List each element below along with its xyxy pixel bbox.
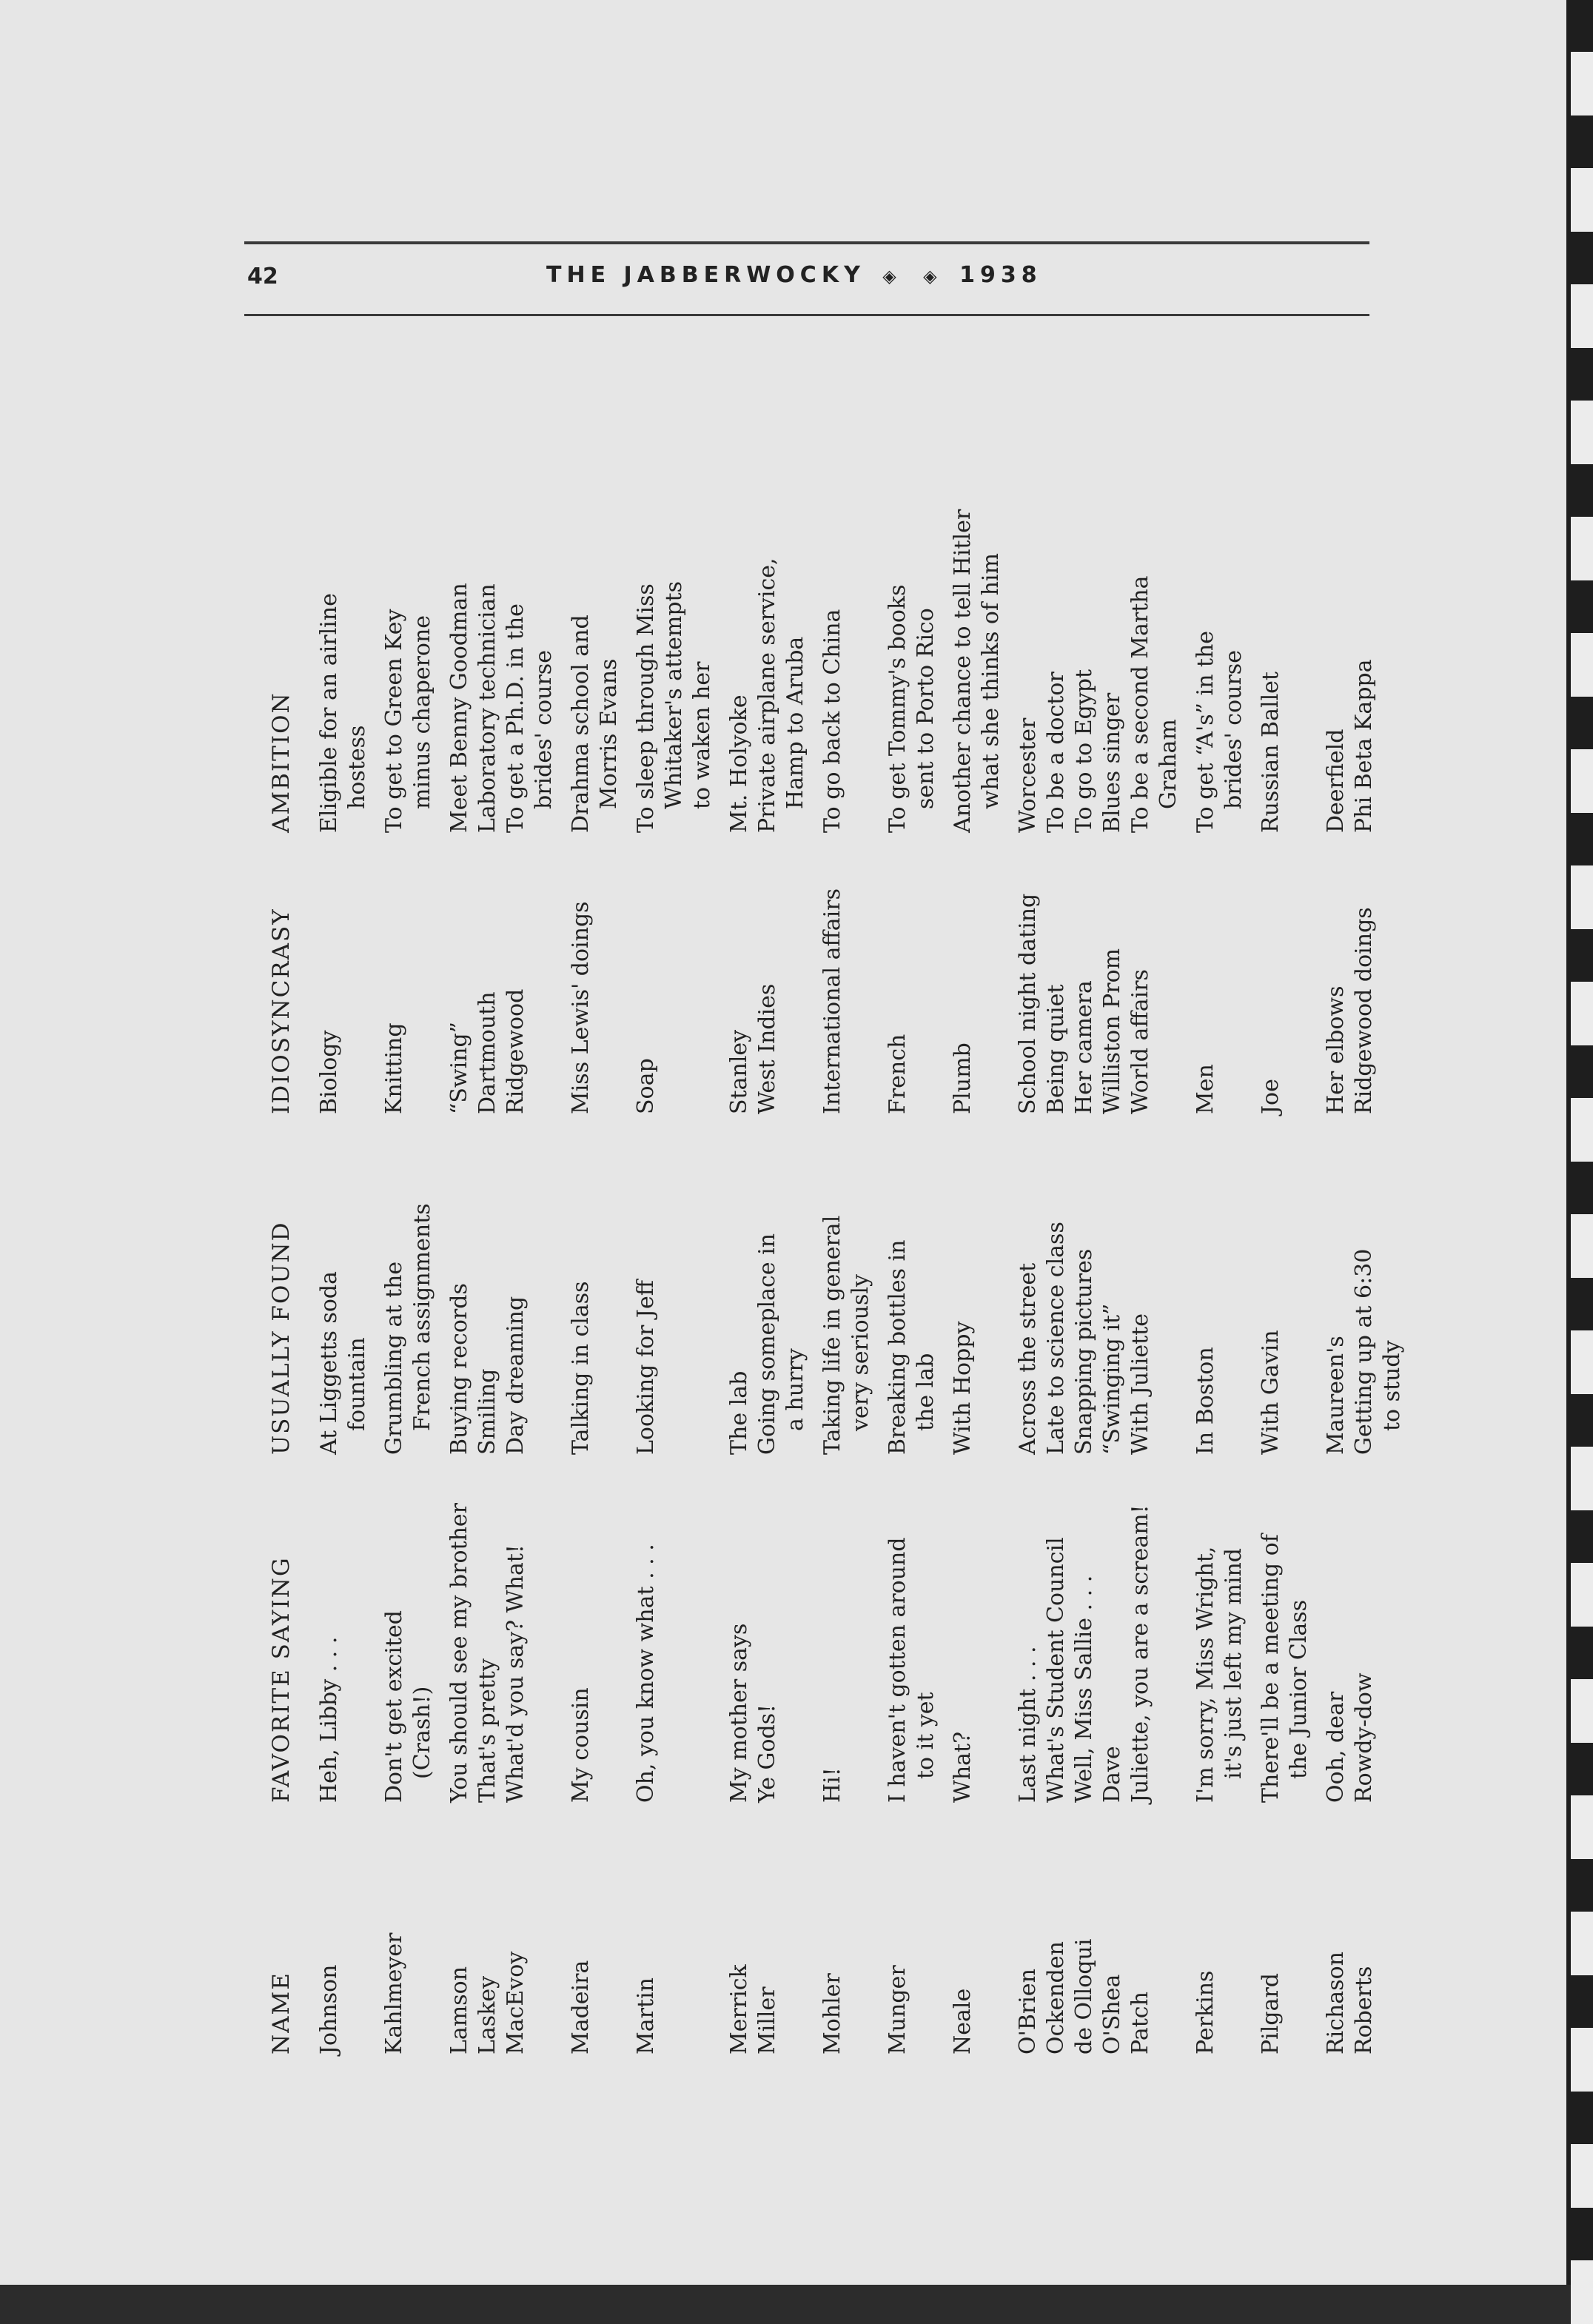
cell-saying — [754, 1455, 810, 1803]
binding-ring — [1571, 865, 1593, 929]
cell-name: Patch — [1127, 1992, 1153, 2055]
running-title — [546, 262, 1042, 288]
cell-line: Knitting — [381, 1022, 407, 1114]
table-body — [315, 418, 1406, 2055]
binding-ring — [1571, 168, 1593, 232]
cell-line: Plumb — [950, 1042, 976, 1114]
table-row — [315, 418, 372, 2055]
cell-line: My mother says — [726, 1623, 752, 1803]
table-row — [1005, 418, 1042, 2055]
table-row — [875, 418, 940, 2055]
cell-line: Her elbows — [1323, 985, 1349, 1114]
cell-line: To get a Ph.D. in the — [503, 603, 529, 833]
cell-idio — [1248, 833, 1313, 1114]
cell-line: Men — [1193, 1064, 1218, 1114]
cell-line: Breaking bottles in — [885, 1239, 910, 1455]
cell-name: Lamson — [446, 1966, 472, 2055]
cell-ambition — [940, 418, 1005, 833]
cell-line: Stanley — [726, 1029, 752, 1114]
page-number: 42 — [247, 264, 278, 289]
cell-name: O'Shea — [1099, 1974, 1125, 2055]
cell-line: Ye Gods! — [754, 1704, 780, 1803]
binding-ring — [1571, 1447, 1593, 1510]
cell-line: Looking for Jeff — [633, 1279, 659, 1455]
cell-line: To get “A's” in the — [1193, 630, 1218, 833]
cell-line: Talking in class — [568, 1281, 594, 1455]
cell-idio — [502, 833, 558, 1114]
cell-line: Another chance to tell Hitler — [950, 509, 976, 833]
cell-saying — [1350, 1455, 1406, 1803]
cell-found — [1127, 1114, 1183, 1455]
cell-idio — [940, 833, 1005, 1114]
cell-line: Ooh, dear — [1323, 1691, 1349, 1803]
cell-idio — [1127, 833, 1183, 1114]
cell-line: Ridgewood — [503, 988, 529, 1114]
cell-saying — [1127, 1455, 1183, 1803]
table-header-row — [268, 418, 315, 2055]
table-row — [1042, 418, 1070, 2055]
data-table — [268, 418, 1406, 2055]
cell-saying — [810, 1455, 875, 1803]
binding-ring — [1571, 982, 1593, 1045]
cell-ambition — [1127, 418, 1183, 833]
cell-name: Kahlmeyer — [381, 1932, 407, 2055]
binding-ring — [1571, 1330, 1593, 1394]
cell-idio — [1313, 833, 1350, 1114]
cell-line: Williston Prom — [1099, 948, 1125, 1114]
binding-ring — [1571, 749, 1593, 813]
cell-line: Juliette, you are a scream! — [1127, 1504, 1153, 1803]
cell-line: To be a second Martha — [1127, 575, 1153, 833]
table-row — [1183, 418, 1248, 2055]
cell-idio — [810, 833, 875, 1114]
cell-line: brides' course — [1221, 650, 1247, 809]
cell-line: Taking life in general — [819, 1215, 845, 1455]
cell-line: Across the street — [1015, 1262, 1041, 1455]
cell-found — [1350, 1114, 1406, 1455]
cell-line: it's just left my mind — [1221, 1548, 1247, 1779]
cell-found — [810, 1114, 875, 1455]
cell-line: Maureen's — [1323, 1336, 1349, 1455]
cell-ambition — [372, 418, 437, 833]
cell-line: Going someplace in — [754, 1233, 780, 1455]
cell-line: French assignments — [409, 1203, 435, 1431]
table-row — [1248, 418, 1313, 2055]
cell-name: Mohler — [819, 1973, 845, 2055]
table-row — [502, 418, 558, 2055]
cell-idio — [623, 833, 717, 1114]
table-row — [754, 418, 810, 2055]
cell-line: French — [885, 1034, 910, 1114]
cell-line: Miss Lewis' doings — [568, 901, 594, 1114]
cell-name: Richason — [1323, 1952, 1349, 2055]
cell-ambition — [437, 418, 474, 833]
cell-found — [502, 1114, 558, 1455]
cell-line: Snapping pictures — [1071, 1248, 1097, 1455]
cell-name: Ockenden — [1043, 1941, 1069, 2055]
cell-ambition — [1350, 418, 1406, 833]
cell-name: Munger — [885, 1965, 910, 2055]
binding-ring — [1571, 1214, 1593, 1278]
cell-line: Getting up at 6:30 — [1351, 1248, 1377, 1455]
cell-line: Joe — [1258, 1079, 1284, 1114]
cell-line: Hamp to Aruba — [782, 636, 808, 809]
cell-saying — [1248, 1455, 1313, 1803]
cell-name: O'Brien — [1015, 1969, 1041, 2055]
cell-idio — [474, 833, 502, 1114]
cell-name: Laskey — [474, 1975, 500, 2055]
cell-line: In Boston — [1193, 1347, 1218, 1455]
cell-line: With Juliette — [1127, 1313, 1153, 1455]
cell-line: fountain — [344, 1337, 370, 1431]
cell-line: There'll be a meeting of — [1258, 1534, 1284, 1803]
diamond-ornament-icon: ◈ — [882, 266, 902, 287]
cell-found — [1070, 1114, 1099, 1455]
cell-line: a hurry — [782, 1348, 808, 1431]
cell-line: Day dreaming — [503, 1296, 529, 1455]
table-row — [558, 418, 623, 2055]
cell-found — [875, 1114, 940, 1455]
column-header-usually-found: USUALLY FOUND — [268, 1221, 295, 1455]
cell-line: With Hoppy — [950, 1321, 976, 1455]
cell-saying — [1313, 1455, 1350, 1803]
cell-line: With Gavin — [1258, 1330, 1284, 1455]
cell-name: de Olloqui — [1071, 1938, 1097, 2055]
cell-line: brides' course — [531, 650, 557, 809]
cell-line: Laboratory technician — [474, 583, 500, 833]
binding-ring — [1571, 1912, 1593, 1975]
cell-idio — [717, 833, 754, 1114]
cell-saying — [1183, 1455, 1248, 1803]
header-top-rule — [244, 241, 1369, 244]
cell-saying — [875, 1455, 940, 1803]
cell-name: Johnson — [316, 1964, 342, 2055]
cell-line: Eligible for an airline — [316, 593, 342, 833]
cell-line: Well, Miss Sallie . . . — [1071, 1575, 1097, 1803]
senior-class-table — [268, 381, 1405, 2055]
cell-line: Blues singer — [1099, 692, 1125, 833]
column-header-idiosyncrasy: IDIOSYNCRASY — [268, 908, 295, 1114]
cell-saying — [1099, 1455, 1127, 1803]
header-bottom-rule — [244, 314, 1369, 316]
cell-line: I haven't gotten around — [885, 1537, 910, 1803]
cell-line: Dave — [1099, 1746, 1125, 1803]
binding-ring — [1571, 2028, 1593, 2092]
cell-ambition — [717, 418, 754, 833]
binding-ring — [1571, 2260, 1593, 2324]
cell-line: the lab — [913, 1353, 939, 1431]
cell-idio — [1183, 833, 1248, 1114]
binding-ring — [1571, 517, 1593, 580]
cell-line: What'd you say? What! — [503, 1544, 529, 1803]
cell-name: Perkins — [1193, 1970, 1218, 2055]
cell-line: Soap — [633, 1058, 659, 1114]
cell-line: Grumbling at the — [381, 1261, 407, 1455]
cell-saying — [623, 1455, 717, 1803]
cell-saying — [717, 1455, 754, 1803]
cell-line: Oh, you know what . . . — [633, 1544, 659, 1803]
cell-found — [437, 1114, 474, 1455]
cell-line: West Indies — [754, 983, 780, 1114]
cell-found — [474, 1114, 502, 1455]
cell-line: I'm sorry, Miss Wright, — [1193, 1546, 1218, 1803]
cell-ambition — [810, 418, 875, 833]
cell-line: Late to science class — [1043, 1222, 1069, 1455]
cell-found — [1313, 1114, 1350, 1455]
cell-line: You should see my brother — [446, 1503, 472, 1803]
publication-title: THE JABBERWOCKY — [546, 262, 865, 288]
cell-name: Pilgard — [1258, 1972, 1284, 2055]
cell-saying — [372, 1455, 437, 1803]
cell-line: To go to Egypt — [1071, 669, 1097, 833]
cell-line: School night dating — [1015, 893, 1041, 1114]
cell-found — [1248, 1114, 1313, 1455]
cell-name: Neale — [950, 1988, 976, 2055]
cell-line: What's Student Council — [1043, 1537, 1069, 1803]
cell-idio — [875, 833, 940, 1114]
cell-saying — [502, 1455, 558, 1803]
cell-found — [940, 1114, 1005, 1455]
cell-found — [717, 1114, 754, 1455]
cell-saying — [1070, 1455, 1099, 1803]
cell-line: Hi! — [819, 1767, 845, 1803]
cell-ambition — [502, 418, 558, 833]
diamond-ornament-icon: ◈ — [923, 266, 942, 287]
cell-ambition — [1099, 418, 1127, 833]
cell-ambition — [623, 418, 717, 833]
binding-ring — [1571, 401, 1593, 464]
column-header-name: NAME — [268, 1972, 295, 2055]
cell-saying — [474, 1455, 502, 1803]
column-header-ambition: AMBITION — [268, 691, 295, 833]
cell-line: To sleep through Miss — [633, 583, 659, 833]
table-row — [940, 418, 1005, 2055]
cell-line: That's pretty — [474, 1658, 500, 1803]
cell-ambition — [474, 418, 502, 833]
cell-name: Madeira — [568, 1960, 594, 2055]
cell-line: Whitaker's attempts — [661, 581, 687, 809]
cell-line: To get to Green Key — [381, 609, 407, 833]
table-row — [717, 418, 754, 2055]
cell-line: To get Tommy's books — [885, 584, 910, 833]
cell-ambition — [754, 418, 810, 833]
cell-line: minus chaperone — [409, 615, 435, 809]
cell-line: Deerfield — [1323, 729, 1349, 833]
cell-name: Martin — [633, 1978, 659, 2055]
cell-name: Roberts — [1351, 1966, 1377, 2055]
binding-ring — [1571, 1795, 1593, 1859]
cell-line: Smiling — [474, 1368, 500, 1455]
cell-line: to waken her — [689, 661, 715, 809]
cell-line: Worcester — [1015, 717, 1041, 833]
column-header-favorite-saying: FAVORITE SAYING — [268, 1556, 295, 1803]
cell-saying — [558, 1455, 623, 1803]
cell-line: Dartmouth — [474, 991, 500, 1114]
cell-line: Graham — [1156, 719, 1181, 809]
cell-line: what she thinks of him — [978, 553, 1004, 809]
cell-ambition — [1042, 418, 1070, 833]
cell-line: Drahma school and — [568, 615, 594, 833]
cell-ambition — [875, 418, 940, 833]
table-row — [474, 418, 502, 2055]
cell-line: Morris Evans — [596, 658, 622, 809]
cell-line: Russian Ballet — [1258, 672, 1284, 833]
cell-line: Heh, Libby . . . — [316, 1636, 342, 1803]
cell-saying — [315, 1455, 372, 1803]
table-row — [437, 418, 474, 2055]
cell-ambition — [1070, 418, 1099, 833]
table-row — [1099, 418, 1127, 2055]
cell-line: To go back to China — [819, 609, 845, 833]
table-row — [1070, 418, 1099, 2055]
binding-ring — [1571, 633, 1593, 697]
cell-saying — [437, 1455, 474, 1803]
cell-idio — [1350, 833, 1406, 1114]
cell-line: Private airplane service, — [754, 557, 780, 833]
cell-ambition — [1248, 418, 1313, 833]
cell-ambition — [558, 418, 623, 833]
cell-line: “Swing” — [446, 1021, 472, 1114]
table-row — [372, 418, 437, 2055]
cell-ambition — [1313, 418, 1350, 833]
cell-line: to it yet — [913, 1692, 939, 1779]
cell-line: At Liggetts soda — [316, 1271, 342, 1455]
cell-ambition — [1005, 418, 1042, 833]
cell-saying — [1042, 1455, 1070, 1803]
publication-year: 1938 — [959, 262, 1042, 288]
spiral-binding — [1566, 0, 1593, 2285]
cell-line: Being quiet — [1043, 984, 1069, 1114]
cell-found — [1005, 1114, 1042, 1455]
cell-line: “Swinging it” — [1099, 1303, 1125, 1455]
cell-idio — [1005, 833, 1042, 1114]
cell-found — [315, 1114, 372, 1455]
cell-line: the Junior Class — [1286, 1599, 1312, 1779]
cell-line: To be a doctor — [1043, 672, 1069, 833]
cell-found — [1183, 1114, 1248, 1455]
cell-line: International affairs — [819, 888, 845, 1114]
table-row — [1127, 418, 1183, 2055]
table-row — [623, 418, 717, 2055]
cell-found — [1099, 1114, 1127, 1455]
cell-idio — [1070, 833, 1099, 1114]
binding-ring — [1571, 1098, 1593, 1162]
cell-line: Biology — [316, 1030, 342, 1114]
cell-idio — [315, 833, 372, 1114]
cell-name: Merrick — [726, 1964, 752, 2055]
cell-idio — [437, 833, 474, 1114]
cell-idio — [558, 833, 623, 1114]
binding-ring — [1571, 1563, 1593, 1627]
table-row — [1313, 418, 1350, 2055]
cell-ambition — [315, 418, 372, 833]
cell-line: Her camera — [1071, 980, 1097, 1114]
cell-found — [1042, 1114, 1070, 1455]
cell-line: hostess — [344, 725, 370, 809]
cell-line: World affairs — [1127, 969, 1153, 1114]
cell-line: What? — [950, 1731, 976, 1803]
cell-name: MacEvoy — [503, 1951, 529, 2055]
cell-line: Meet Benny Goodman — [446, 583, 472, 833]
cell-line: The lab — [726, 1370, 752, 1455]
cell-line: to study — [1379, 1340, 1405, 1431]
cell-line: Mt. Holyoke — [726, 694, 752, 833]
cell-line: My cousin — [568, 1687, 594, 1803]
cell-line: Ridgewood doings — [1351, 907, 1377, 1114]
cell-line: Buying records — [446, 1283, 472, 1455]
binding-ring — [1571, 1679, 1593, 1743]
cell-line: Last night . . . — [1015, 1646, 1041, 1803]
binding-ring — [1571, 52, 1593, 115]
cell-line: very seriously — [848, 1274, 873, 1431]
binding-ring — [1571, 2144, 1593, 2208]
cell-found — [558, 1114, 623, 1455]
table-row — [1350, 418, 1406, 2055]
cell-saying — [1005, 1455, 1042, 1803]
cell-saying — [940, 1455, 1005, 1803]
cell-line: Don't get excited — [381, 1610, 407, 1803]
cell-line: (Crash!) — [409, 1686, 435, 1779]
cell-idio — [372, 833, 437, 1114]
cell-line: Phi Beta Kappa — [1351, 659, 1377, 833]
binding-ring — [1571, 284, 1593, 348]
cell-name: Miller — [754, 1986, 780, 2055]
cell-line: Rowdy-dow — [1351, 1672, 1377, 1803]
table-row — [810, 418, 875, 2055]
cell-idio — [754, 833, 810, 1114]
cell-found — [623, 1114, 717, 1455]
cell-ambition — [1183, 418, 1248, 833]
cell-line: sent to Porto Rico — [913, 608, 939, 809]
cell-idio — [1099, 833, 1127, 1114]
cell-idio — [1042, 833, 1070, 1114]
cell-found — [754, 1114, 810, 1455]
cell-found — [372, 1114, 437, 1455]
